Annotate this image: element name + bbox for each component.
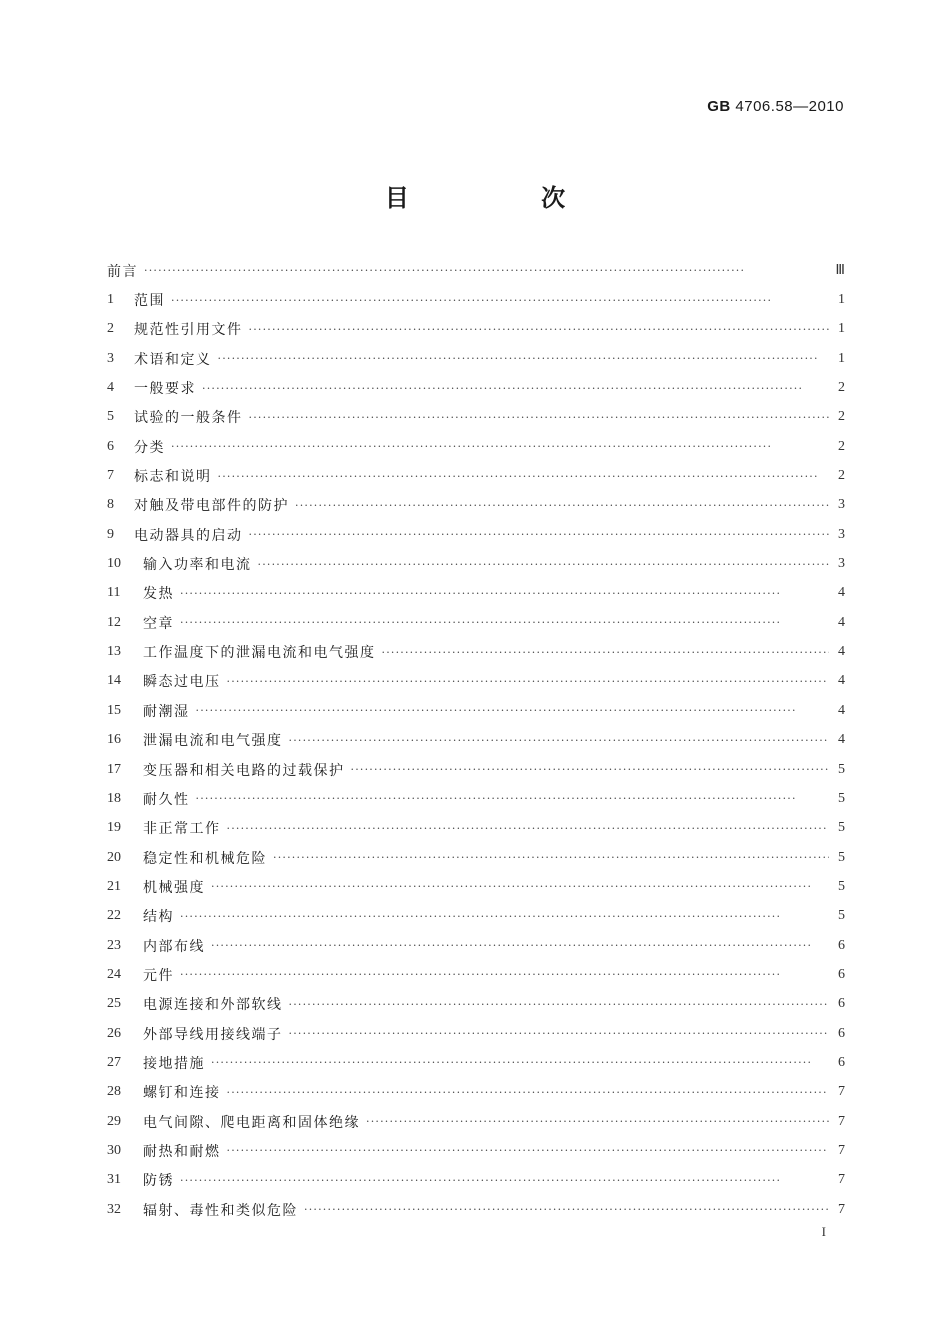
- toc-entry-number: 1: [107, 292, 114, 308]
- toc-entry-number: 30: [107, 1142, 121, 1158]
- toc-entry-title: 试验的一般条件: [134, 410, 243, 427]
- toc-entry-title: 非正常工作: [143, 821, 221, 838]
- toc-entry[interactable]: [107, 549, 845, 578]
- toc-dot-leader: [180, 587, 829, 600]
- toc-entry-title: 耐潮湿: [143, 703, 190, 720]
- table-of-contents: [107, 256, 845, 1224]
- page-title: 目 次: [384, 184, 628, 212]
- standard-number: [707, 98, 844, 115]
- toc-dot-leader: [258, 558, 830, 571]
- toc-dot-leader: [249, 528, 830, 541]
- toc-entry-page: 6: [838, 1025, 845, 1041]
- toc-dot-leader: [211, 939, 829, 952]
- toc-entry[interactable]: [107, 1078, 845, 1107]
- toc-entry-page: 5: [838, 908, 845, 924]
- toc-entry-title: 防锈: [143, 1173, 174, 1190]
- toc-entry[interactable]: [107, 990, 845, 1019]
- toc-entry-title: 内部布线: [143, 938, 205, 955]
- toc-entry-title: 耐热和耐燃: [143, 1143, 221, 1160]
- toc-dot-leader: [227, 1144, 830, 1157]
- toc-dot-leader: [218, 470, 830, 483]
- toc-entry-number: 5: [107, 409, 114, 425]
- toc-entry-page: 5: [838, 878, 845, 894]
- toc-dot-leader: [227, 1086, 830, 1099]
- toc-entry-title: 接地措施: [143, 1055, 205, 1072]
- toc-entry-page: 5: [838, 820, 845, 836]
- toc-entry[interactable]: [107, 461, 845, 490]
- toc-entry-title: 范围: [134, 293, 165, 310]
- toc-entry-number: 25: [107, 996, 121, 1012]
- toc-entry-page: 6: [838, 1054, 845, 1070]
- toc-entry-title: 元件: [143, 967, 174, 984]
- toc-entry-number: 29: [107, 1113, 121, 1129]
- toc-entry-title: 发热: [143, 586, 174, 603]
- toc-entry-number: 22: [107, 908, 121, 924]
- toc-entry[interactable]: [107, 755, 845, 784]
- toc-entry-title: 稳定性和机械危险: [143, 850, 267, 867]
- toc-entry-page: 1: [838, 321, 845, 337]
- toc-entry-title: 分类: [134, 439, 165, 456]
- toc-dot-leader: [180, 1174, 829, 1187]
- toc-entry-number: 28: [107, 1084, 121, 1100]
- toc-entry[interactable]: [107, 403, 845, 432]
- toc-entry-number: 20: [107, 849, 121, 865]
- toc-entry-title: 机械强度: [143, 879, 205, 896]
- toc-entry-number: 2: [107, 321, 114, 337]
- toc-entry-page: 4: [838, 585, 845, 601]
- toc-entry[interactable]: [107, 432, 845, 461]
- toc-dot-leader: [171, 294, 829, 307]
- toc-entry-number: 8: [107, 497, 114, 513]
- toc-dot-leader: [171, 440, 829, 453]
- toc-entry-title: 耐久性: [143, 791, 190, 808]
- toc-entry[interactable]: [107, 608, 845, 637]
- toc-entry-number: 31: [107, 1172, 121, 1188]
- toc-entry[interactable]: [107, 1195, 845, 1224]
- toc-entry[interactable]: [107, 667, 845, 696]
- toc-entry[interactable]: [107, 1166, 845, 1195]
- toc-entry-number: 16: [107, 732, 121, 748]
- toc-entry-number: 18: [107, 790, 121, 806]
- toc-entry-title: 电气间隙、爬电距离和固体绝缘: [143, 1114, 360, 1131]
- toc-entry-number: 27: [107, 1054, 121, 1070]
- toc-entry-title: 术语和定义: [134, 351, 212, 368]
- toc-entry-number: 10: [107, 556, 121, 572]
- toc-entry-title: 螺钉和连接: [143, 1085, 221, 1102]
- toc-entry-number: 7: [107, 468, 114, 484]
- toc-entry[interactable]: [107, 1136, 845, 1165]
- toc-dot-leader: [289, 1027, 830, 1040]
- toc-dot-leader: [366, 1115, 829, 1128]
- toc-entry-title: 一般要求: [134, 381, 196, 398]
- toc-entry-number: 23: [107, 937, 121, 953]
- toc-entry-page: Ⅲ: [835, 263, 845, 279]
- toc-entry-page: 2: [838, 468, 845, 484]
- toc-entry-number: 17: [107, 761, 121, 777]
- page-number: I: [821, 1224, 826, 1239]
- toc-entry-number: 12: [107, 614, 121, 630]
- toc-entry-page: 4: [838, 702, 845, 718]
- toc-entry-title: 结构: [143, 909, 174, 926]
- toc-entry-page: 6: [838, 966, 845, 982]
- toc-entry-title: 瞬态过电压: [143, 674, 221, 691]
- toc-entry[interactable]: [107, 256, 845, 285]
- toc-dot-leader: [227, 822, 830, 835]
- toc-entry-title: 标志和说明: [134, 469, 212, 486]
- toc-entry-page: 7: [838, 1084, 845, 1100]
- toc-dot-leader: [202, 382, 829, 395]
- toc-dot-leader: [273, 851, 829, 864]
- toc-entry-title: 规范性引用文件: [134, 322, 243, 339]
- toc-dot-leader: [227, 675, 830, 688]
- toc-dot-leader: [289, 734, 830, 747]
- toc-dot-leader: [289, 998, 830, 1011]
- toc-entry-number: 4: [107, 380, 114, 396]
- toc-dot-leader: [180, 968, 829, 981]
- toc-dot-leader: [351, 763, 830, 776]
- toc-entry[interactable]: [107, 1048, 845, 1077]
- toc-entry-number: 6: [107, 438, 114, 454]
- toc-entry[interactable]: [107, 931, 845, 960]
- toc-entry-page: 6: [838, 996, 845, 1012]
- toc-entry-page: 2: [838, 409, 845, 425]
- toc-entry-page: 2: [838, 438, 845, 454]
- toc-entry-title: 对触及带电部件的防护: [134, 498, 289, 515]
- toc-dot-leader: [249, 411, 830, 424]
- toc-entry-page: 7: [838, 1201, 845, 1217]
- toc-entry[interactable]: [107, 696, 845, 725]
- toc-entry-number: 15: [107, 702, 121, 718]
- toc-entry-number: 9: [107, 526, 114, 542]
- toc-entry-page: 3: [838, 497, 845, 513]
- toc-entry-number: 21: [107, 878, 121, 894]
- toc-entry-page: 4: [838, 673, 845, 689]
- toc-entry-page: 1: [838, 292, 845, 308]
- toc-entry[interactable]: [107, 843, 845, 872]
- toc-entry-title: 电源连接和外部软线: [143, 997, 283, 1014]
- toc-entry-title: 工作温度下的泄漏电流和电气强度: [143, 645, 376, 662]
- toc-entry-page: 4: [838, 732, 845, 748]
- toc-entry-page: 5: [838, 790, 845, 806]
- toc-entry-number: 26: [107, 1025, 121, 1041]
- toc-entry[interactable]: [107, 784, 845, 813]
- toc-entry-page: 5: [838, 761, 845, 777]
- toc-entry[interactable]: [107, 726, 845, 755]
- toc-entry[interactable]: [107, 814, 845, 843]
- toc-entry-page: 6: [838, 937, 845, 953]
- toc-entry-page: 5: [838, 849, 845, 865]
- toc-dot-leader: [382, 646, 830, 659]
- toc-entry-page: 1: [838, 350, 845, 366]
- toc-entry-number: 13: [107, 644, 121, 660]
- toc-entry-page: 7: [838, 1113, 845, 1129]
- toc-entry-page: 3: [838, 526, 845, 542]
- toc-dot-leader: [249, 323, 830, 336]
- toc-entry-page: 7: [838, 1172, 845, 1188]
- toc-dot-leader: [196, 704, 830, 717]
- toc-entry-number: 11: [107, 585, 121, 601]
- toc-entry[interactable]: [107, 872, 845, 901]
- toc-entry-title: 输入功率和电流: [143, 557, 252, 574]
- toc-dot-leader: [144, 264, 829, 277]
- toc-entry-page: 4: [838, 644, 845, 660]
- toc-dot-leader: [180, 616, 829, 629]
- toc-entry-number: 14: [107, 673, 121, 689]
- toc-entry[interactable]: [107, 285, 845, 314]
- standard-code: 4706.58—2010: [735, 98, 844, 115]
- toc-entry-page: 3: [838, 556, 845, 572]
- toc-entry-title: 泄漏电流和电气强度: [143, 733, 283, 750]
- toc-entry-page: 7: [838, 1142, 845, 1158]
- toc-dot-leader: [295, 499, 829, 512]
- toc-entry-title: 电动器具的启动: [134, 527, 243, 544]
- toc-entry-title: 外部导线用接线端子: [143, 1026, 283, 1043]
- toc-entry-number: 32: [107, 1201, 121, 1217]
- toc-entry[interactable]: [107, 1107, 845, 1136]
- toc-entry-title: 变压器和相关电路的过载保护: [143, 762, 345, 779]
- toc-entry-page: 2: [838, 380, 845, 396]
- toc-entry[interactable]: [107, 315, 845, 344]
- toc-dot-leader: [196, 792, 830, 805]
- toc-entry[interactable]: [107, 344, 845, 373]
- toc-dot-leader: [304, 1203, 829, 1216]
- toc-entry-title: 空章: [143, 615, 174, 632]
- toc-entry-number: 3: [107, 350, 114, 366]
- toc-entry[interactable]: [107, 902, 845, 931]
- toc-entry[interactable]: [107, 520, 845, 549]
- toc-entry[interactable]: [107, 960, 845, 989]
- toc-entry[interactable]: [107, 373, 845, 402]
- toc-entry-page: 4: [838, 614, 845, 630]
- toc-entry-title: 前言: [107, 263, 138, 280]
- toc-dot-leader: [211, 880, 829, 893]
- toc-entry-number: 19: [107, 820, 121, 836]
- toc-dot-leader: [218, 352, 830, 365]
- standard-prefix: GB: [707, 98, 731, 115]
- toc-dot-leader: [211, 1056, 829, 1069]
- toc-entry[interactable]: [107, 579, 845, 608]
- toc-entry-title: 辐射、毒性和类似危险: [143, 1202, 298, 1219]
- toc-entry[interactable]: [107, 1019, 845, 1048]
- toc-dot-leader: [180, 910, 829, 923]
- toc-entry[interactable]: [107, 637, 845, 666]
- toc-entry[interactable]: [107, 491, 845, 520]
- toc-entry-number: 24: [107, 966, 121, 982]
